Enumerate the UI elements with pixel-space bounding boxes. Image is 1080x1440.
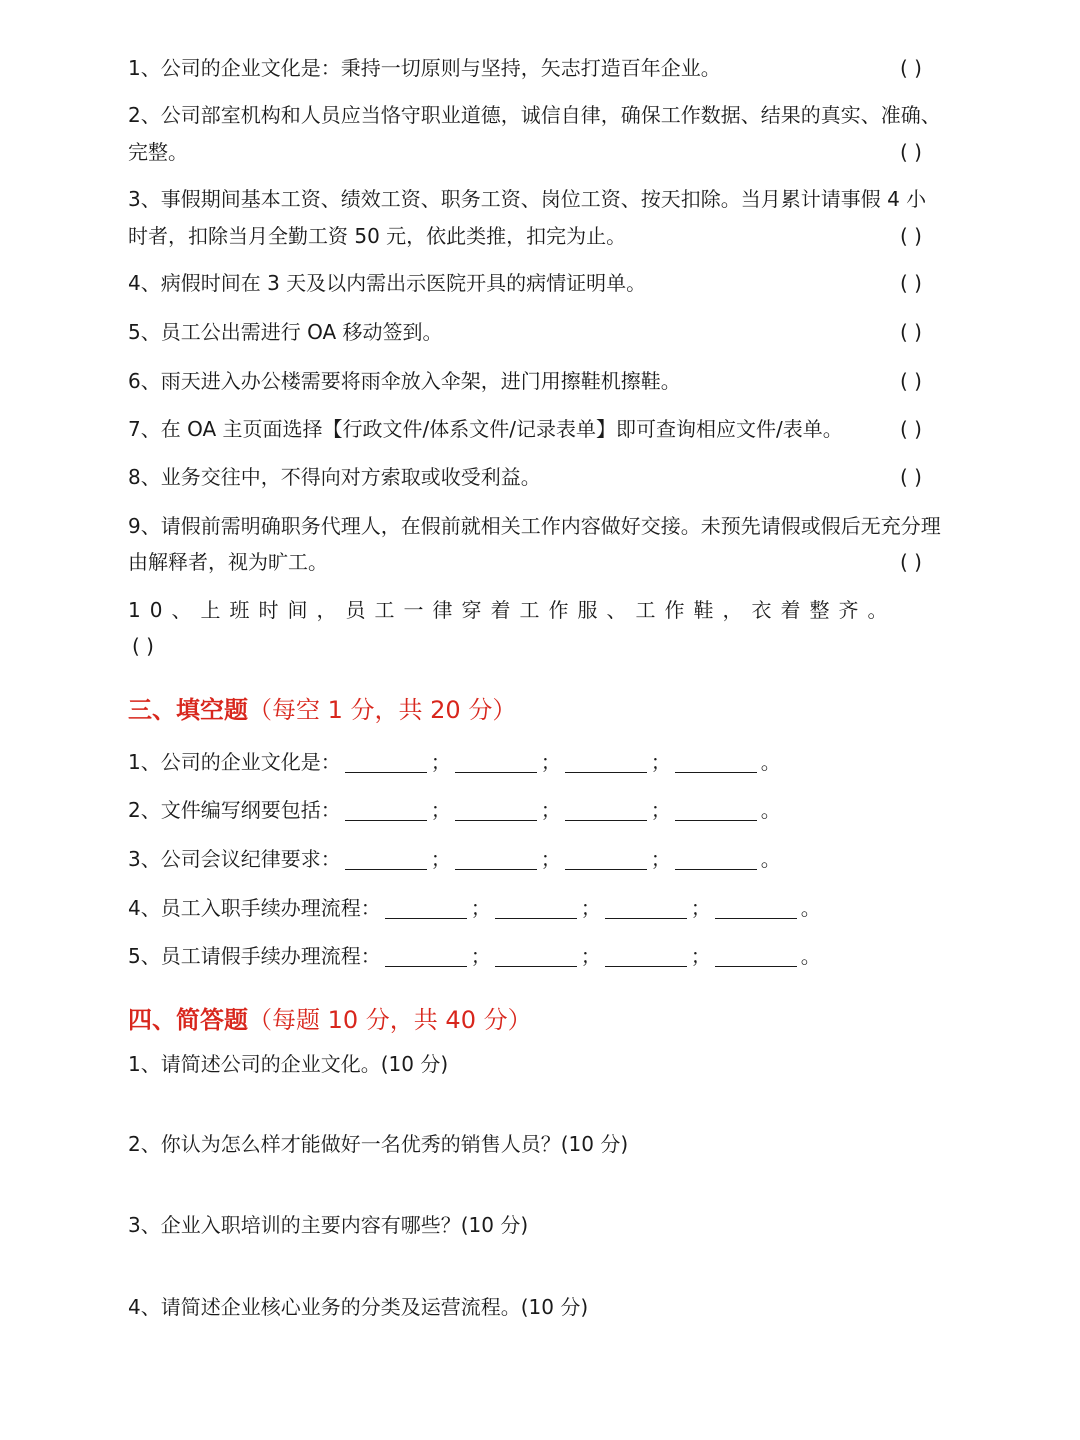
section-3-heading [128,694,516,726]
fill-question-4-text: 4、员工入职手续办理流程： [128,896,381,920]
answer-blank[interactable] [455,800,537,821]
answer-blank[interactable] [455,752,537,773]
answer-blank[interactable] [715,946,797,967]
answer-blank[interactable] [345,752,427,773]
answer-blank[interactable] [345,800,427,821]
answer-blank[interactable] [605,946,687,967]
answer-blank[interactable] [565,752,647,773]
tf-question-3-line-1: 3、事假期间基本工资、绩效工资、职务工资、岗位工资、按天扣除。当月累计请事假 4 小 [128,187,927,211]
period: 。 [800,896,821,920]
answer-blank[interactable] [675,800,757,821]
answer-blank[interactable] [565,800,647,821]
short-answer-question-2: 2、你认为怎么样才能做好一名优秀的销售人员？(10 分) [128,1132,629,1156]
separator: ； [540,750,561,774]
separator: ； [690,896,711,920]
answer-paren-2: ( ) [900,140,922,164]
period: 。 [760,798,781,822]
fill-question-3 [128,845,952,873]
section-3-note: （每空 1 分，共 20 分） [248,696,517,724]
tf-question-2-line-1: 2、公司部室机构和人员应当恪守职业道德，诚信自律，确保工作数据、结果的真实、准确、 [128,103,941,127]
tf-question-2-line-2: 完整。 [128,140,188,164]
fill-question-5-text: 5、员工请假手续办理流程： [128,944,381,968]
answer-paren-9: ( ) [900,550,922,574]
answer-paren-7: ( ) [900,417,922,441]
separator: ； [430,847,451,871]
separator: ； [650,847,671,871]
answer-blank[interactable] [675,849,757,870]
fill-question-3-text: 3、公司会议纪律要求： [128,847,341,871]
fill-question-1 [128,748,952,776]
section-4-title: 四、简答题 [128,1006,248,1034]
answer-blank[interactable] [675,752,757,773]
section-3-title: 三、填空题 [128,696,248,724]
tf-question-3-line-2: 时者，扣除当月全勤工资 50 元，依此类推，扣完为止。 [128,224,627,248]
section-4-note: （每题 10 分，共 40 分） [248,1006,532,1034]
tf-question-1: 1、公司的企业文化是：秉持一切原则与坚持，矢志打造百年企业。 [128,56,721,80]
separator: ； [430,798,451,822]
answer-paren-5: ( ) [900,320,922,344]
answer-paren-8: ( ) [900,465,922,489]
tf-question-5: 5、员工公出需进行 OA 移动签到。 [128,320,443,344]
period: 。 [800,944,821,968]
fill-question-1-text: 1、公司的企业文化是： [128,750,341,774]
answer-blank[interactable] [715,898,797,919]
answer-paren-3: ( ) [900,224,922,248]
answer-paren-1: ( ) [900,56,922,80]
separator: ； [650,798,671,822]
separator: ； [580,944,601,968]
answer-blank[interactable] [385,898,467,919]
period: 。 [760,847,781,871]
tf-question-10: 10、上班时间，员工一律穿着工作服、工作鞋，衣着整齐。 [128,598,897,622]
separator: ； [470,896,491,920]
separator: ； [580,896,601,920]
fill-question-2 [128,796,952,824]
answer-paren-6: ( ) [900,369,922,393]
tf-question-9-line-2: 由解释者，视为旷工。 [128,550,328,574]
fill-question-5 [128,942,952,970]
answer-blank[interactable] [605,898,687,919]
tf-question-8: 8、业务交往中，不得向对方索取或收受利益。 [128,465,541,489]
answer-blank[interactable] [345,849,427,870]
separator: ； [540,798,561,822]
section-4-heading [128,1004,532,1036]
separator: ； [540,847,561,871]
fill-question-4 [128,894,952,922]
tf-question-9-line-1: 9、请假前需明确职务代理人，在假前就相关工作内容做好交接。未预先请假或假后无充分理 [128,514,941,538]
answer-blank[interactable] [455,849,537,870]
short-answer-question-4: 4、请简述企业核心业务的分类及运营流程。(10 分) [128,1295,589,1319]
fill-question-2-text: 2、文件编写纲要包括： [128,798,341,822]
answer-paren-10: ( ) [132,634,154,658]
separator: ； [430,750,451,774]
tf-question-6: 6、雨天进入办公楼需要将雨伞放入伞架，进门用擦鞋机擦鞋。 [128,369,681,393]
answer-paren-4: ( ) [900,271,922,295]
separator: ； [690,944,711,968]
answer-blank[interactable] [385,946,467,967]
tf-question-7: 7、在 OA 主页面选择【行政文件/体系文件/记录表单】即可查询相应文件/表单。 [128,417,843,441]
answer-blank[interactable] [565,849,647,870]
period: 。 [760,750,781,774]
separator: ； [650,750,671,774]
tf-question-4: 4、病假时间在 3 天及以内需出示医院开具的病情证明单。 [128,271,647,295]
answer-blank[interactable] [495,946,577,967]
separator: ； [470,944,491,968]
short-answer-question-3: 3、企业入职培训的主要内容有哪些？(10 分) [128,1213,529,1237]
answer-blank[interactable] [495,898,577,919]
short-answer-question-1: 1、请简述公司的企业文化。(10 分) [128,1052,449,1076]
